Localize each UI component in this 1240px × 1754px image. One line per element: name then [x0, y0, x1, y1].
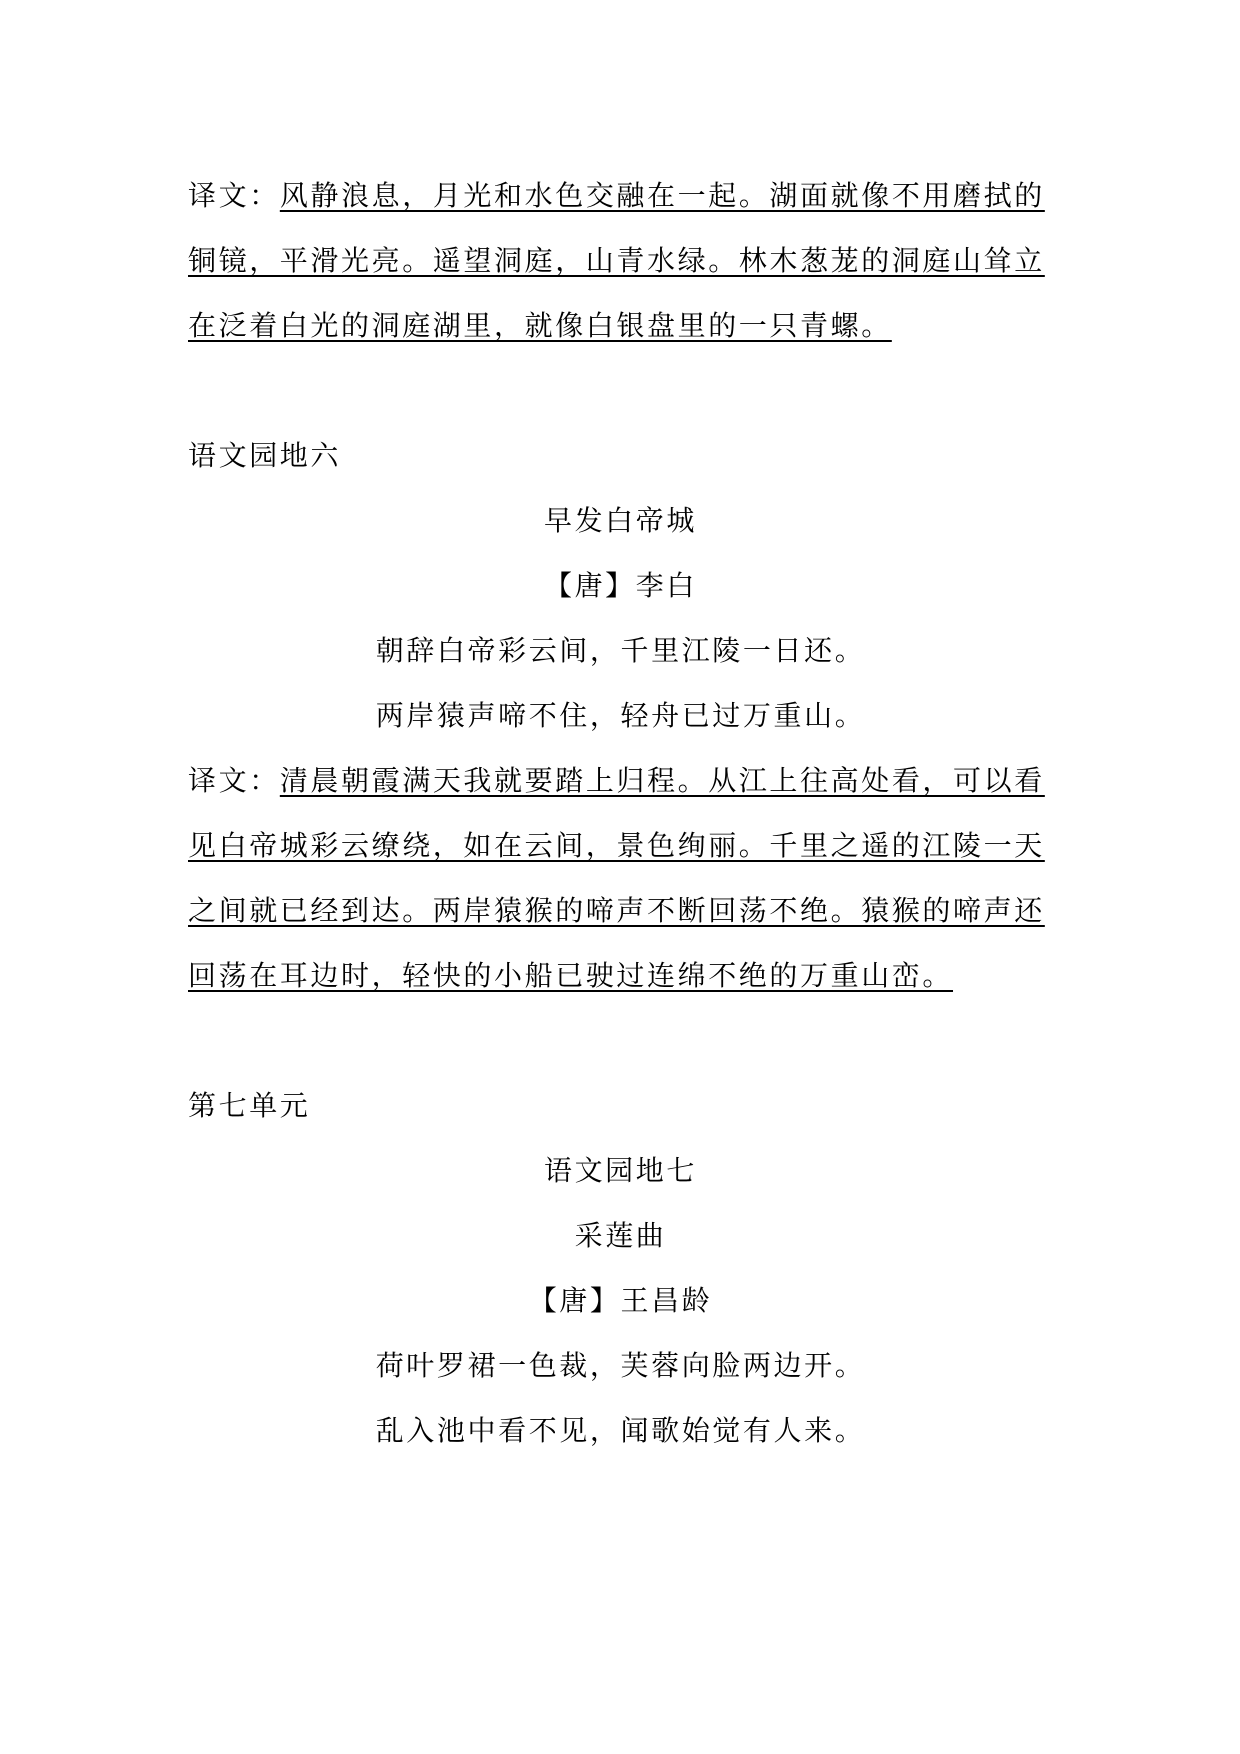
document-page — [188, 163, 1068, 1463]
translation-text: 风静浪息，月光和水色交融在一起。湖面就像不用磨拭的 — [279, 179, 1045, 212]
translation-label: 译文： — [188, 764, 280, 797]
translation-text: 回荡在耳边时，轻快的小船已驶过连绵不绝的万重山峦。 — [188, 959, 954, 992]
poem-line-2: 乱入池中看不见，闻歌始觉有人来。 — [375, 1414, 866, 1447]
poem-line-1: 荷叶罗裙一色裁，芙蓉向脸两边开。 — [375, 1349, 866, 1382]
blank-line — [188, 1008, 1068, 1073]
poem-title: 采莲曲 — [574, 1219, 667, 1252]
poem-author: 【唐】王昌龄 — [528, 1284, 713, 1317]
translation-text: 清晨朝霞满天我就要踏上归程。从江上往高处看，可以看 — [279, 764, 1045, 797]
translation-line-1 — [188, 748, 1068, 813]
poem-line-1: 朝辞白帝彩云间，千里江陵一日还。 — [375, 634, 866, 667]
section-heading: 语文园地六 — [188, 439, 342, 472]
translation-line-1 — [188, 163, 1068, 228]
translation-line-3 — [188, 293, 1068, 358]
poem-author: 【唐】李白 — [543, 569, 697, 602]
translation-line-2 — [188, 813, 1068, 878]
translation-line-3 — [188, 878, 1068, 943]
blank-line — [188, 358, 1068, 423]
unit-heading: 第七单元 — [188, 1089, 311, 1122]
translation-text: 见白帝城彩云缭绕，如在云间，景色绚丽。千里之遥的江陵一天 — [188, 829, 1045, 862]
translation-line-2 — [188, 228, 1068, 293]
translation-text: 之间就已经到达。两岸猿猴的啼声不断回荡不绝。猿猴的啼声还 — [188, 894, 1045, 927]
poem-line-2: 两岸猿声啼不住，轻舟已过万重山。 — [375, 699, 866, 732]
translation-label: 译文： — [188, 179, 280, 212]
translation-text: 铜镜，平滑光亮。遥望洞庭，山青水绿。林木葱茏的洞庭山耸立 — [188, 244, 1045, 277]
poem-title: 早发白帝城 — [543, 504, 697, 537]
section-heading: 语文园地七 — [543, 1154, 697, 1187]
translation-text: 在泛着白光的洞庭湖里，就像白银盘里的一只青螺。 — [188, 309, 892, 342]
translation-line-4 — [188, 943, 1068, 1008]
